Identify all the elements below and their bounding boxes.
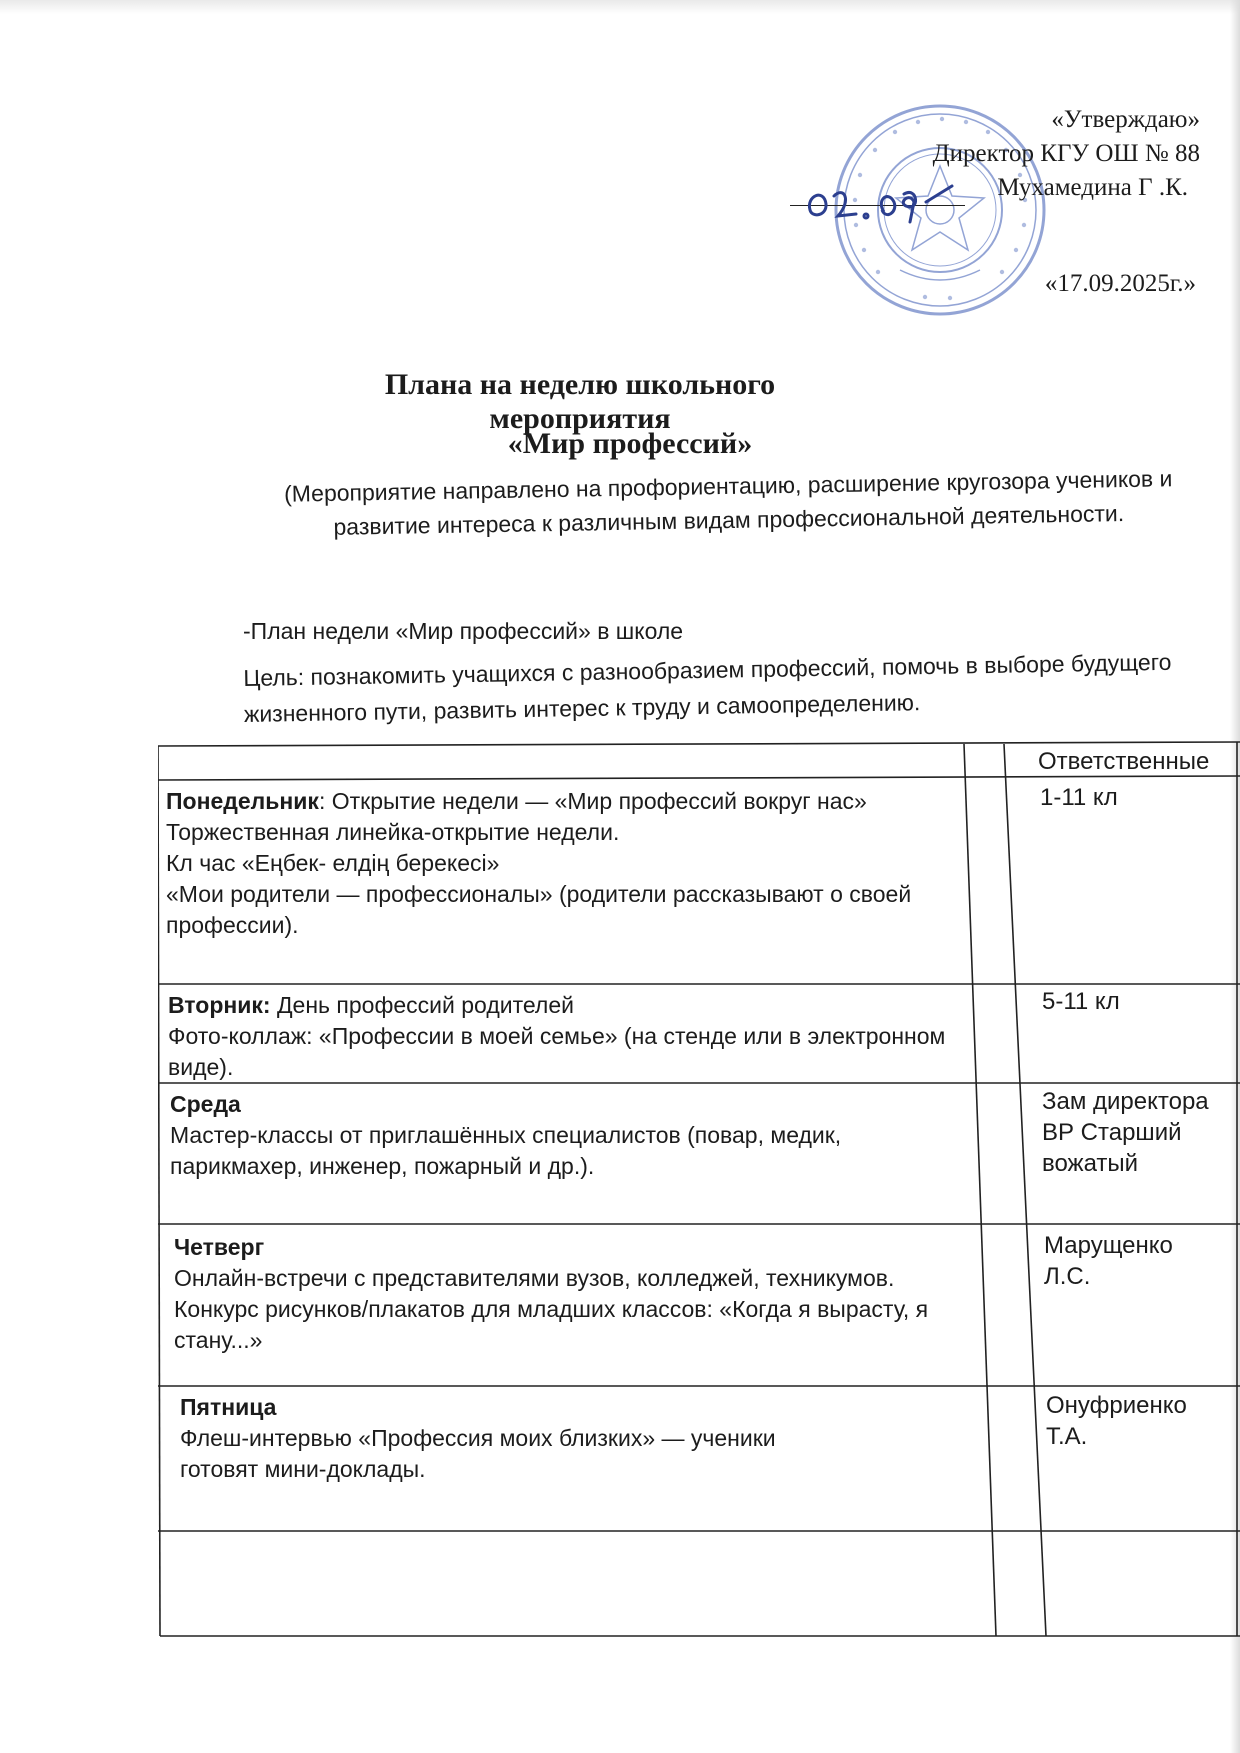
row-line: Конкурс рисунков/плакатов для младших классов: «Когда я вырасту, я стану...» [174,1296,929,1353]
day-label: Среда [170,1091,241,1117]
director-name: Мухамедина Г .К. [997,174,1188,201]
document-title: Плана на неделю школьного мероприятия [384,368,776,435]
table-row [170,1089,978,1182]
table-row [180,1392,840,1485]
approval-date: «17.09.2025г.» [1044,270,1196,297]
schedule-table [158,740,1240,1640]
director-line: Директор КГУ ОШ № 88 [932,140,1200,167]
day-label: Понедельник [166,788,319,814]
document-subtitle: «Мир профессий» [507,427,753,460]
table-row [168,990,968,1083]
row-line: Флеш-интервью «Профессия моих близких» — ученики готовят мини-доклады. [180,1425,776,1482]
header-responsible: Ответственные [1038,748,1210,775]
day-title: День профессий родителей [270,992,574,1018]
table-row [174,1232,974,1356]
responsible-cell: Онуфриенко Т.А. [1046,1392,1187,1450]
plan-label: -План недели «Мир профессий» в школе [243,618,684,644]
row-line: Мастер-классы от приглашённых специалистов (повар, медик, парикмахер, инженер, пожарный и др.). [170,1122,842,1179]
responsible-cell: 5-11 кл [1042,988,1120,1015]
day-title: : Открытие недели — «Мир профессий вокруг нас» [318,788,867,814]
day-label: Вторник: [168,992,271,1018]
approve-label: «Утверждаю» [1051,106,1200,133]
responsible-cell: Зам директора ВР Старший вожатый [1042,1088,1209,1177]
row-line: Онлайн-встречи с представителями вузов, колледжей, техникумов. [174,1265,895,1291]
approval-block [760,100,1220,320]
row-line: Торжественная линейка-открытие недели. [166,819,620,845]
responsible-cell: Марущенко Л.С. [1044,1232,1173,1290]
row-line: Кл час «Еңбек- елдің берекесі» [166,850,500,876]
day-label: Пятница [180,1394,277,1420]
table-row [166,786,976,941]
day-label: Четверг [174,1234,265,1260]
scan-edge [0,0,1240,14]
goal-paragraph: Цель: познакомить учащихся с разнообразием профессий, помочь в выборе будущего жизненного пути, развить интерес к труду и самоопределению. [243,648,1172,727]
responsible-cell: 1-11 кл [1040,784,1118,811]
intro-paragraph: (Мероприятие направлено на профориентацию, расширение кругозора учеников и развитие интереса к различным видам профессиональной деятельности. [283,465,1173,540]
row-line: «Мои родители — профессионалы» (родители рассказывают о своей профессии). [166,881,912,938]
handwritten-signature-icon [802,172,972,232]
row-line: Фото-коллаж: «Профессии в моей семье» (на стенде или в электронном виде). [168,1023,946,1080]
